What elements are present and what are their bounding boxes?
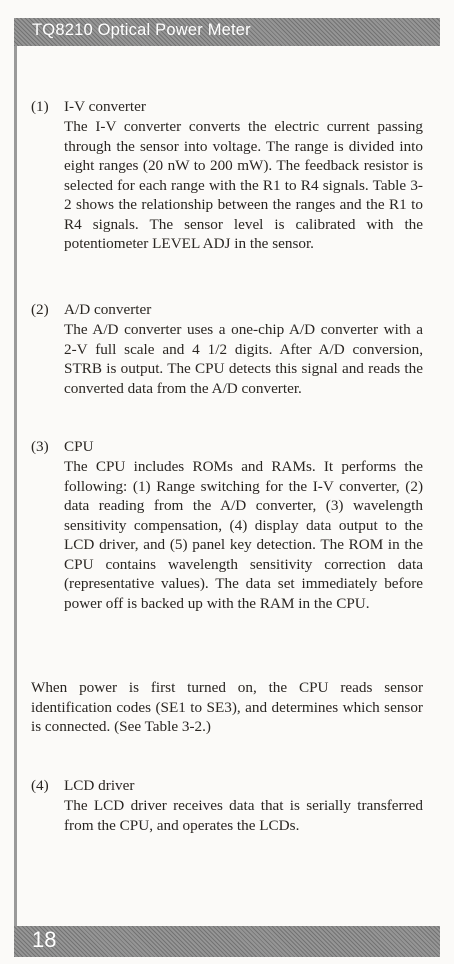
section-title: CPU [64, 438, 94, 455]
section-iv-converter [31, 97, 423, 254]
section-title: A/D converter [64, 301, 152, 318]
footer-bar [14, 926, 440, 957]
section-number: (1) [31, 98, 49, 115]
section-title: I-V converter [64, 98, 146, 115]
section-lcd-driver [31, 776, 423, 835]
section-heading [31, 776, 423, 796]
section-ad-converter [31, 300, 423, 398]
section-title: LCD driver [64, 777, 135, 794]
section-number: (4) [31, 777, 49, 794]
section-body: The I-V converter converts the electric current passing through the sensor into voltage. The range is divided into eight ranges (20 nW to 200 mW). The feedback resistor is selected for each range with the R1 to R4 signals. Table 3-2 shows the relationship between the ranges and the R1 to R4 signals. The sensor level is calibrated with the potentiometer LEVEL ADJ in the sensor. [64, 118, 423, 252]
section-heading [31, 437, 423, 457]
section-number: (3) [31, 438, 49, 455]
section-cpu [31, 437, 423, 613]
page-number: 18 [32, 927, 57, 952]
section-number: (2) [31, 301, 49, 318]
section-body: The CPU includes ROMs and RAMs. It performs the following: (1) Range switching for the I-V converter, (2) data reading from the A/D converter, (3) wavelength sensitivity compensation, (4) display data output to the LCD driver, and (5) panel key detection. The ROM in the CPU contains wavelength sensitivity correction data (representative values). The data set immediately before power off is backed up with the RAM in the CPU. [64, 458, 423, 612]
section-body: The A/D converter uses a one-chip A/D converter with a 2-V full scale and 4 1/2 digits. After A/D conversion, STRB is output. The CPU detects this signal and reads the converted data from the A/D converter. [64, 321, 423, 397]
section-body: The LCD driver receives data that is serially transferred from the CPU, and operates the LCDs. [64, 797, 423, 834]
section-heading [31, 300, 423, 320]
power-on-note: When power is first turned on, the CPU reads sensor identification codes (SE1 to SE3), and determines which sensor is connected. (See Table 3-2.) [31, 679, 423, 735]
section-heading [31, 97, 423, 117]
document-title: TQ8210 Optical Power Meter [32, 21, 251, 39]
